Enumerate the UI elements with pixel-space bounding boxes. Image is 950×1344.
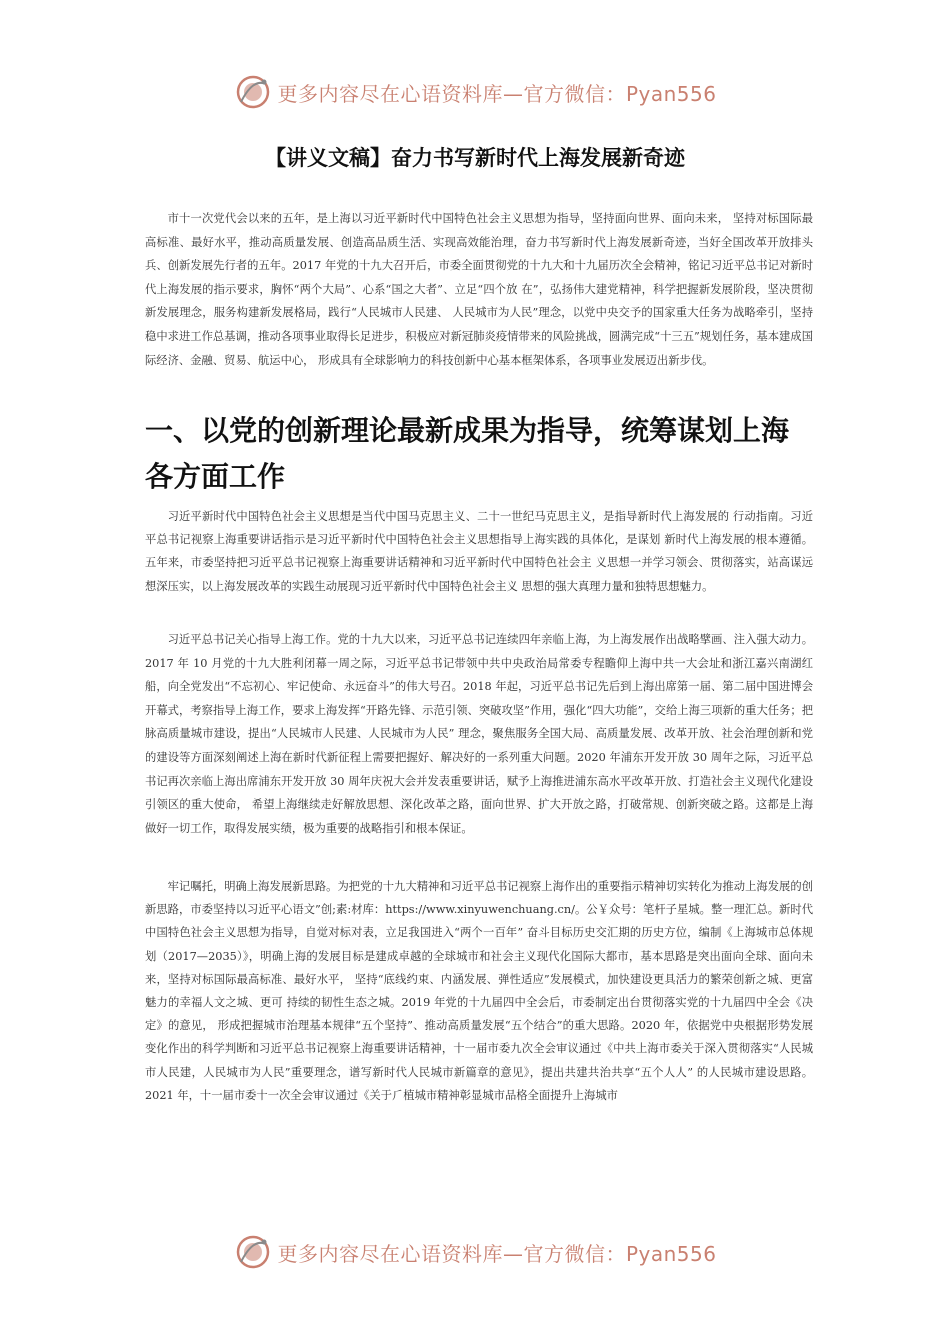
footer-banner: [0, 1230, 950, 1274]
stamp-seal-icon: [233, 72, 273, 112]
section-1-block-3: [145, 875, 813, 1107]
banner-text: 更多内容尽在心语资料库—官方微信：Pyan556: [277, 81, 717, 106]
document-title: 【讲义文稿】奋力书写新时代上海发展新奇迹: [265, 146, 685, 170]
body-paragraph: 习近平新时代中国特色社会主义思想是当代中国马克思主义、二十一世纪马克思主义，是指导新时代上海发展的 行动指南。习近平总书记视察上海重要讲话指示是习近平新时代中国特色社会主义思想指导上海实践的具体化，是谋划 新时代上海发展的根本遵循。五年来，市委坚持把习近平总书记视察上海重要讲话精神和习近平新时代中国特色社会主 义思想一并学习领会、贯彻落实，站高谋远想深压实，以上海发展改革的实践生动展现习近平新时代中国特色社会主义 思想的强大真理力量和独特思想魅力。: [145, 510, 813, 593]
section-1-heading: 一、以党的创新理论最新成果为指导，统筹谋划上海各方面工作: [145, 414, 790, 493]
section-1-block-1: [145, 505, 813, 598]
stamp-seal-icon: [233, 1232, 273, 1272]
banner-text: 更多内容尽在心语资料库—官方微信：Pyan556: [277, 1241, 717, 1266]
header-banner: [0, 70, 950, 114]
section-1-block-2: [145, 628, 813, 840]
body-paragraph: 牢记嘱托，明确上海发展新思路。为把党的十九大精神和习近平总书记视察上海作出的重要指示精神切实转化为推动上海发展的创新思路，市委坚持以习近平心语文”创;素:材库：https://www.xinyuwenchuang.cn/。公￥众号：笔杆子星城。整一理汇总。新时代中国特色社会主义思想为指导，自觉对标对表，立足我国进入“两个一百年” 奋斗目标历史交汇期的历史方位，编制《上海城市总体规划（2017—2035）》，明确上海的发展目标是建成卓越的全球城市和社会主义现代化国际大都市，基本思路是突出面向全球、面向未来，坚持对标国际最高标准、最好水平， 坚持“底线约束、内涵发展、弹性适应”发展模式，加快建设更具活力的繁荣创新之城、更富魅力的幸福人文之城、更可 持续的韧性生态之城。2019 年党的十九届四中全会后，市委制定出台贯彻落实党的十九届四中全会《决定》的意见， 形成把握城市治理基本规律“五个坚持”、推动高质量发展“五个结合”的重大思路。2020 年，依据党中央根据形势发展变化作出的科学判断和习近平总书记视察上海重要讲话精神，十一届市委九次全会审议通过《中共上海市委关于深入贯彻落实“人民城市人民建，人民城市为人民”重要理念，谱写新时代人民城市新篇章的意见》，提出共建共治共享“五个人人” 的人民城市建设思路。2021 年，十一届市委十一次全会审议通过《关于⺁植城市精神彰显城市品格全面提升上海城市: [145, 880, 813, 1102]
intro-paragraph: 市十一次党代会以来的五年，是上海以习近平新时代中国特色社会主义思想为指导，坚持面向世界、面向未来， 坚持对标国际最高标准、最好水平，推动高质量发展、创造高品质生活、实现高效能治理，奋力书写新时代上海发展新奇迹，当好全国改革开放排头兵、创新发展先行者的五年。2017 年党的十九大召开后，市委全面贯彻党的十九大和十九届历次全会精神，铭记习近平总书记对新时代上海发展的指示要求，胸怀“两个大局”、心系“国之大者”、立足“四个放 在”，弘扬伟大建党精神，科学把握新发展阶段，坚决贯彻新发展理念，服务构建新发展格局，践行“人民城市人民建、 人民城市为人民”理念，以党中央交予的国家重大任务为战略牵引，坚持稳中求进工作总基调，推动各项事业取得长足进步，积极应对新冠肺炎疫情带来的风险挑战，圆满完成“十三五”规划任务，基本建成国际经济、金融、贸易、航运中心， 形成具有全球影响力的科技创新中心基本框架体系，各项事业发展迈出新步伐。: [145, 212, 813, 367]
body-paragraph: 习近平总书记关心指导上海工作。党的十九大以来，习近平总书记连续四年亲临上海，为上海发展作出战略擘画、注入强大动力。2017 年 10 月党的十九大胜利闭幕一周之际，习近平总书记带领中共中央政治局常委专程瞻仰上海中共一大会址和浙江嘉兴南湖红船，向全党发出“不忘初心、牢记使命、永远奋斗”的伟大号召。2018 年起，习近平总书记先后到上海出席第一届、第二届中国进博会开幕式，考察指导上海工作，要求上海发挥“开路先锋、示范引领、突破攻坚”作用，强化“四大功能”，交给上海三项新的重大任务；把脉高质量城市建设，提出“人民城市人民建、人民城市为人民” 理念，聚焦服务全国大局、高质量发展、改革开放、社会治理创新和党的建设等方面深刻阐述上海在新时代新征程上需要把握好、解决好的一系列重大问题。2020 年浦东开发开放 30 周年之际，习近平总书记再次亲临上海出席浦东开发开放 30 周年庆祝大会并发表重要讲话，赋予上海推进浦东高水平改革开放、打造社会主义现代化建设引领区的重大使命， 希望上海继续走好解放思想、深化改革之路，面向世界、扩大开放之路，打破常规、创新突破之路。这都是上海做好一切工作，取得发展实绩，极为重要的战略指引和根本保证。: [145, 633, 813, 835]
intro-block: [145, 207, 813, 372]
